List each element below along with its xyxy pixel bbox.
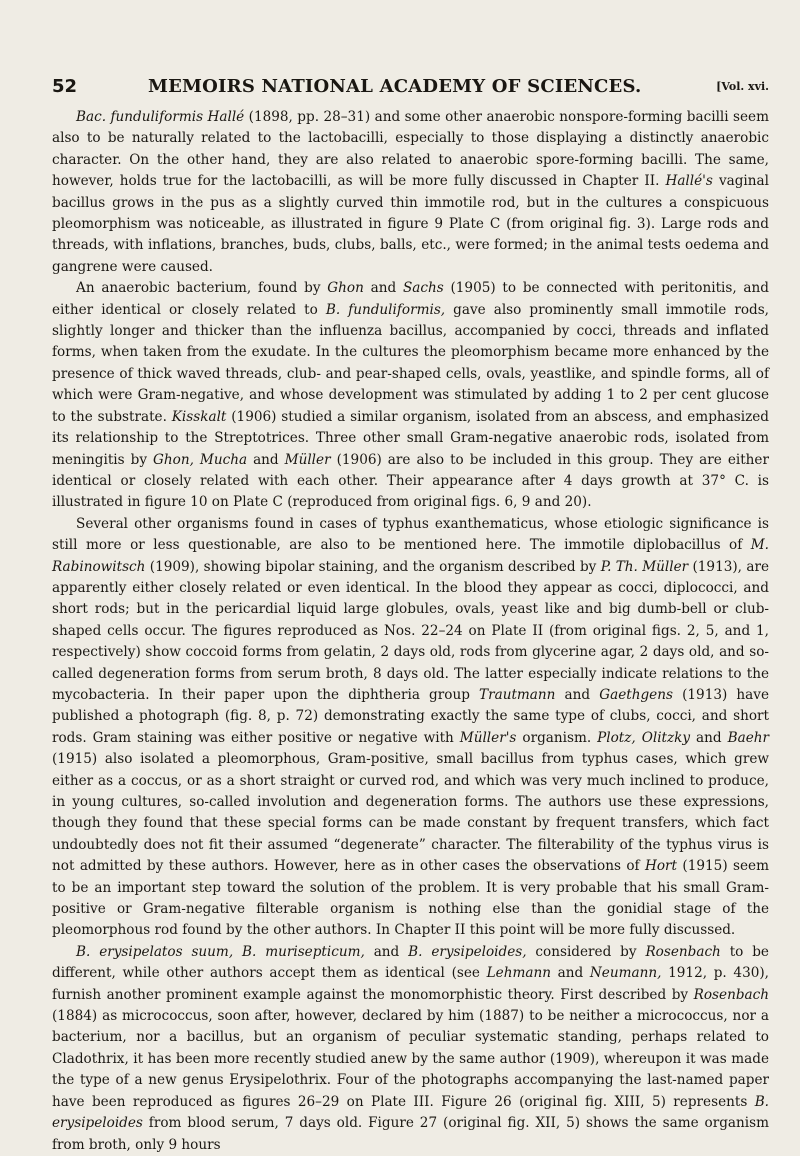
- italic-run: P. Th. Müller: [600, 558, 689, 575]
- italic-run: Ghon, Mucha: [153, 451, 248, 468]
- italic-run: M. Rabinowitsch: [52, 537, 769, 575]
- italic-run: Lehmann: [486, 965, 551, 982]
- italic-run: B. erysipeloides,: [408, 943, 527, 960]
- text-run: gave also prominently small immotile rods, slightly longer and thicker than the influenza bacillus, accompanied by cocci, threads and inflated forms, when taken from the exudate. In the cultures the pleomorphism became more enhanced by the presence of thick waved threads, club- and pear-shaped cells, ovals, yeastlike, and spindle forms, all of which were Gram-negative, and whose development was stimulated by adding 1 to 2 per cent glucose to the substrate.: [52, 301, 770, 425]
- italic-run: Baehr: [727, 729, 769, 746]
- italic-run: Hort: [645, 858, 677, 875]
- text-run: and: [690, 729, 728, 746]
- italic-run: Trautmann: [479, 686, 556, 703]
- text-run: (1905) to be connected with peritonitis, and either identical or closely related to: [52, 280, 769, 318]
- text-run: (1898, pp. 28–31) and some other anaerobic nonspore-forming bacilli seem also to be naturally related to the lactobacilli, especially to those displaying a distinctly anaerobic character. On the other hand, they are also related to anaerobic spore-forming bacilli. The same, however, holds true for the lactobacilli, as will be more fully discussed in Chapter II.: [52, 109, 769, 190]
- text-run: considered by: [526, 943, 646, 960]
- italic-run: Ghon: [327, 280, 364, 297]
- text-run: and: [364, 943, 409, 960]
- italic-run: B. funduliformis,: [325, 301, 446, 318]
- page-header: [52, 76, 769, 100]
- paragraph: [52, 107, 769, 278]
- body-text: [52, 107, 769, 1156]
- italic-run: Neumann,: [589, 965, 662, 982]
- text-run: (1913) have published a photograph (fig. 8, p. 72) demonstrating exactly the same type of clubs, cocci, and short rods. Gram staining was either positive or negative with: [52, 686, 769, 746]
- paragraph: [52, 278, 769, 513]
- text-run: from blood serum, 7 days old. Figure 27 (original fig. XII, 5) shows the same organism from broth, only 9 hours: [52, 1115, 769, 1153]
- text-run: and: [363, 280, 403, 297]
- italic-run: B. erysipeloides: [52, 1093, 769, 1132]
- italic-run: Sachs: [402, 280, 444, 297]
- text-run: Several other organisms found in cases of typhus exanthematicus, whose etiologic significance is still more or less questionable, are also to be mentioned here. The immotile diplobacillus of: [52, 515, 769, 554]
- paragraph: [52, 514, 769, 942]
- text-run: and: [555, 686, 600, 703]
- text-run: (1884) as micrococcus, soon after, however, declared by him (1887) to be neither a micrococcus, nor a bacterium, nor a bacillus, but an organism of peculiar systematic standing, perhaps related to Cladothrix, it has been more recently studied anew by the same author (1909), whereupon it was made the type of a new genus Erysipelothrix. Four of the photographs accompanying the last-named paper have been reproduced as figures 26–29 on Plate III. Figure 26 (original fig. XIII, 5) represents: [52, 1008, 769, 1110]
- text-run: vaginal bacillus grows in the pus as a slightly curved thin immotile rod, but in the cultures a conspicuous pleomorphism was noticeable, as illustrated in figure 9 Plate C (from original fig. 3). Large rods and threads, with inflations, branches, buds, clubs, balls, etc., were formed; in the animal tests oedema and gangrene were caused.: [52, 173, 769, 275]
- text-run: (1906) studied a similar organism, isolated from an abscess, and emphasized its relationship to the Streptotrices. Three other small Gram-negative anaerobic rods, isolated from meningitis by: [52, 408, 769, 468]
- italic-run: Gaethgens: [599, 686, 673, 703]
- italic-run: Müller: [284, 451, 331, 468]
- text-run: and: [550, 965, 590, 982]
- italic-run: Plotz, Olitzky: [597, 729, 691, 746]
- text-run: (1906) are also to be included in this group. They are either identical or closely related with each other. Their appearance after 4 days growth at 37° C. is illustrated in figure 10 on Plate C (reproduced from original figs. 6, 9 and 20).: [52, 451, 769, 511]
- paragraph: [52, 942, 769, 1156]
- volume-label: [Vol. xvi.: [716, 80, 769, 93]
- text-run: (1915) seem to be an important step toward the solution of the problem. It is very probable that his small Gram-positive or Gram-negative filterable organism is nothing else than the gonidial stage of the pleomorphous rod found by the other authors. In Chapter II this point will be more fully discussed.: [52, 858, 769, 939]
- text-run: 1912, p. 430), furnish another prominent example against the monomorphistic theory. First described by: [52, 965, 769, 1003]
- running-title: MEMOIRS NATIONAL ACADEMY OF SCIENCES.: [148, 76, 642, 97]
- italic-run: Rosenbach: [645, 943, 721, 960]
- italic-run: B. erysipelatos suum, B. murisepticum,: [76, 943, 365, 960]
- text-run: (1909), showing bipolar staining, and the organism described by: [145, 558, 601, 575]
- text-run: (1913), are apparently either closely related or even identical. In the blood they appear as cocci, diplococci, and short rods; but in the pericardial liquid large globules, ovals, yeast like and big dumb-bell or club-shaped cells occur. The figures reproduced as Nos. 22–24 on Plate II (from original figs. 2, 5, and 1, respectively) show coccoid forms from gelatin, 2 days old, rods from glycerine agar, 2 days old, and so-called degeneration forms from serum broth, 8 days old. The latter especially indicate relations to the mycobacteria. In their paper upon the diphtheria group: [52, 558, 769, 703]
- italic-run: Rosenbach: [693, 986, 769, 1003]
- italic-run: Bac. funduliformis Hallé: [76, 109, 245, 125]
- italic-run: Hallé's: [665, 173, 713, 190]
- text-run: An anaerobic bacterium, found by: [76, 280, 328, 297]
- text-run: and: [247, 451, 285, 468]
- text-run: to be different, while other authors accept them as identical (see: [52, 943, 769, 982]
- text-run: organism.: [516, 729, 598, 746]
- italic-run: Müller's: [459, 729, 517, 746]
- text-run: (1915) also isolated a pleomorphous, Gram-positive, small bacillus from typhus cases, which grew either as a coccus, or as a short straight or curved rod, and which was very much inclined to produce, in young cultures, so-called involution and degeneration forms. The authors use these expressions, though they found that these special forms can be made constant by frequent transfers, which fact undoubtedly does not fit their assumed “degenerate” character. The filterability of the typhus virus is not admitted by these authors. However, here as in other cases the observations of: [52, 751, 769, 875]
- page-number: 52: [52, 76, 78, 97]
- italic-run: Kisskalt: [171, 408, 227, 425]
